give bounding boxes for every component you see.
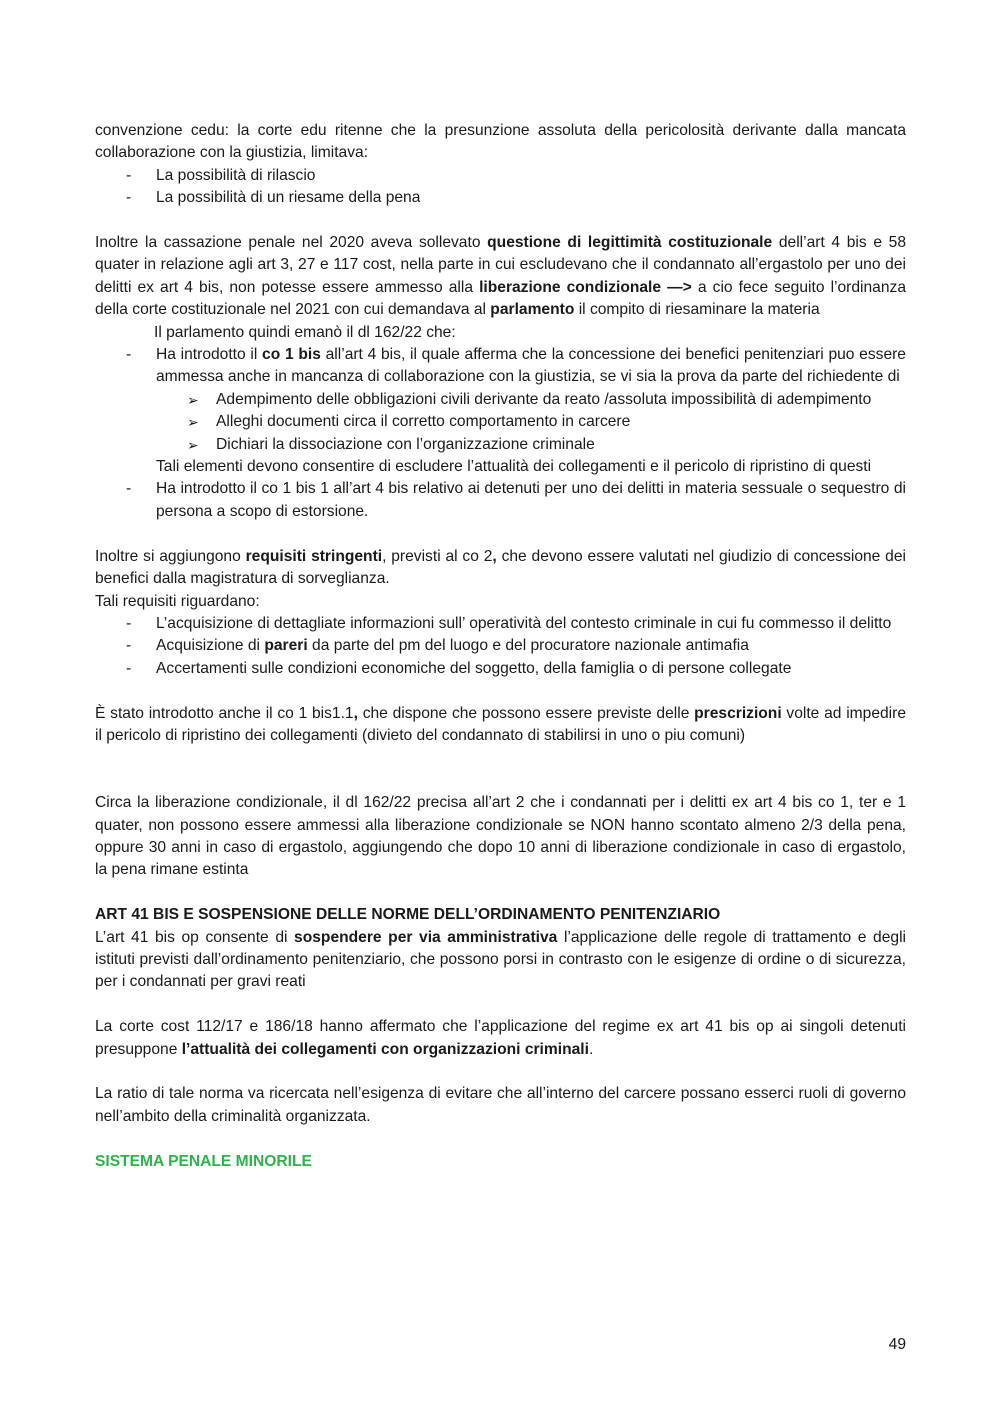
section-heading-art41: ART 41 BIS E SOSPENSIONE DELLE NORME DELL’ORDINAMENTO PENITENZIARIO [95, 906, 721, 924]
liberazione-paragraph: Circa la liberazione condizionale, il dl 162/22 precisa all’art 2 che i condannati per i delitti ex art 4 bis co 1, ter e 1 quater, non possono essere ammessi alla liberazione condizionale se NON hanno scontato almeno 2/3 della pena, oppure 30 anni in caso di ergastolo, aggiungendo che dopo 10 anni di liberazione condizionale in caso di ergastolo, la pena rimane estinta [95, 794, 906, 879]
cassazione-paragraph: Inoltre la cassazione penale nel 2020 aveva sollevato questione di legittimità costituzionale dell’art 4 bis e 58 quater in relazione agli art 3, 27 e 117 cost, nella parte in cui escludevano che il condannato all’ergastolo per uno dei delitti ex art 4 bis, non potesse essere ammesso alla liberazione condizionale —> a cio fece seguito l’ordinanza della corte costituzionale nel 2021 con cui demandava al parlamento il compito di riesaminare la materia [95, 234, 906, 319]
list-item: - Ha introdotto il co 1 bis 1 all’art 4 bis relativo ai detenuti per uno dei delitti in materia sessuale o sequestro di persona a scopo di estorsione. [95, 478, 906, 523]
requisiti-list [95, 613, 906, 680]
requisiti-intro: Tali requisiti riguardano: [95, 592, 260, 610]
sub-list-conclusion: Tali elementi devono consentire di escludere l’attualità dei collegamenti e il pericolo di ripristino di questi [156, 458, 872, 476]
requisiti-paragraph: Inoltre si aggiungono requisiti stringenti, previsti al co 2, che devono essere valutati nel giudizio di concessione dei benefici dalla magistratura di sorveglianza. [95, 547, 906, 588]
list-item: - Accertamenti sulle condizioni economiche del soggetto, della famiglia o di persone collegate [95, 658, 906, 680]
list-item: - Ha introdotto il co 1 bis all’art 4 bis, il quale afferma che la concessione dei benefici penitenziari puo essere ammessa anche in mancanza di collaborazione con la giustizia, se vi sia la prova da parte del richiedente di ➢ Adempimento delle obbligazioni civili derivante da reato /assoluta impossibilità di adempimento ➢ Alleghi documenti circa il corretto comportamento in carcere ➢ Dichiari la dissociazione con l’organizzazione criminale Tali elementi devono consentire di escludere l’attualità dei collegamenti e il pericolo di ripristino di questi [95, 344, 906, 478]
sub-list-item: ➢ Adempimento delle obbligazioni civili derivante da reato /assoluta impossibilità di adempimento [95, 389, 906, 411]
intro-paragraph: convenzione cedu: la corte edu ritenne che la presunzione assoluta della pericolosità derivante dalla mancata collaborazione con la giustizia, limitava: [95, 122, 906, 162]
list-item: - La possibilità di rilascio [95, 165, 906, 187]
sub-list [95, 389, 906, 456]
intro-list [95, 165, 906, 210]
page-number: 49 [888, 1336, 906, 1353]
list-item: - Acquisizione di pareri da parte del pm del luogo e del procuratore nazionale antimafia [95, 635, 906, 657]
corte-cost-paragraph: La corte cost 112/17 e 186/18 hanno affermato che l’applicazione del regime ex art 41 bis op ai singoli detenuti presuppone l’attualità dei collegamenti con organizzazioni criminali. [95, 1018, 906, 1058]
ratio-paragraph: La ratio di tale norma va ricercata nell’esigenza di evitare che all’interno del carcere possano esserci ruoli di governo nell’ambito della criminalità organizzata. [95, 1085, 906, 1125]
sub-list-item: ➢ Dichiari la dissociazione con l’organizzazione criminale [95, 434, 906, 456]
art41-paragraph: L’art 41 bis op consente di sospendere per via amministrativa l’applicazione delle regole di trattamento e degli istituti previsti dall’ordinamento penitenziario, che possono porsi in contrasto con le esigenze di ordine o di sicurezza, per i condannati per gravi reati [95, 928, 907, 991]
parlamento-intro: Il parlamento quindi emanò il dl 162/22 che: [154, 323, 456, 341]
list-item: - La possibilità di un riesame della pena [95, 187, 906, 209]
list-item: - L’acquisizione di dettagliate informazioni sull’ operatività del contesto criminale in cui fu commesso il delitto [95, 613, 906, 635]
parlamento-list [95, 344, 906, 523]
section-heading-minorile: SISTEMA PENALE MINORILE [95, 1152, 312, 1170]
bis11-paragraph: È stato introdotto anche il co 1 bis1.1, che dispone che possono essere previste delle prescrizioni volte ad impedire il pericolo di ripristino dei collegamenti (divieto del condannato di stabilirsi in uno o piu comuni) [95, 704, 906, 744]
document-page [95, 120, 906, 1173]
sub-list-item: ➢ Alleghi documenti circa il corretto comportamento in carcere [95, 411, 906, 433]
